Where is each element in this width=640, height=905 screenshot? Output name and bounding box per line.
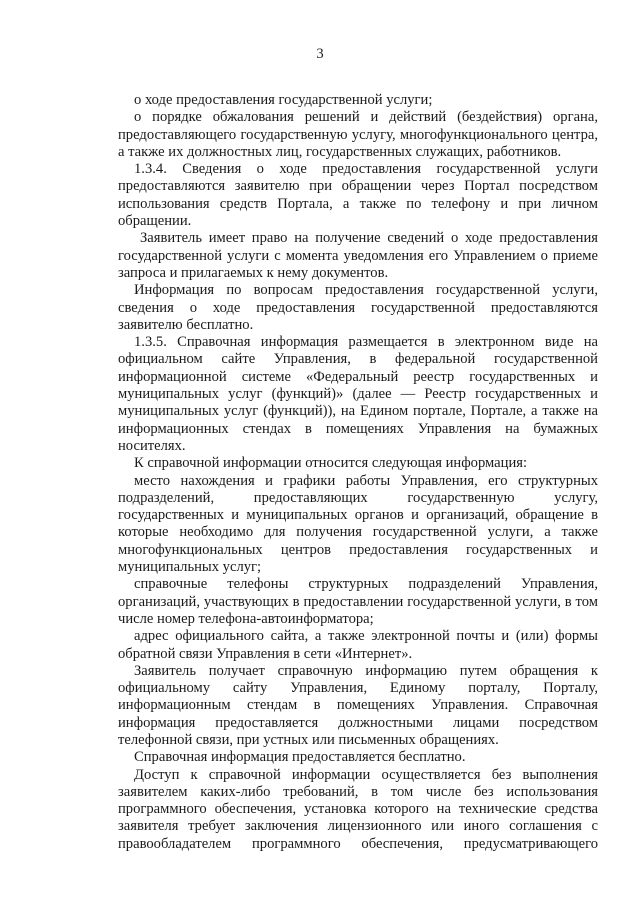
- paragraph-access-requirements: Доступ к справочной информации осуществляется без выполнения заявителем каких-либо требований, в том числе без использования программного обеспечения, установка которого на технические средства заявителя требует заключения лицензионного или иного соглашения с правообладателем программного обеспечения, предусматривающего: [118, 766, 598, 852]
- document-body: [118, 92, 598, 853]
- paragraph-reference-phones: справочные телефоны структурных подразделений Управления, организаций, участвующих в предоставлении государственной услуги, в том числе номер телефона-автоинформатора;: [118, 576, 598, 627]
- paragraph-free-reference: Справочная информация предоставляется бесплатно.: [134, 749, 466, 766]
- paragraph-obtaining-info: Заявитель получает справочную информацию путем обращения к официальному сайту Управления, Единому порталу, Порталу, информационным стендам в помещениях Управления. Справочная информация предоставляется должностными лицами посредством телефонной связи, при устных или письменных обращениях.: [118, 662, 598, 748]
- paragraph-appeal-procedure: о порядке обжалования решений и действий (бездействия) органа, предоставляющего государственную услугу, многофункционального центра, а также их должностных лиц, государственных служащих, работников.: [118, 109, 598, 160]
- paragraph-free-information: Информация по вопросам предоставления государственной услуги, сведения о ходе предоставления государственной предоставляются заявителю бесплатно.: [118, 282, 598, 333]
- paragraph-reference-info-intro: К справочной информации относится следующая информация:: [134, 455, 528, 472]
- paragraph-website-email: адрес официального сайта, а также электронной почты и (или) формы обратной связи Управления в сети «Интернет».: [118, 628, 598, 662]
- paragraph-location-schedule: место нахождения и графики работы Управления, его структурных подразделений, предоставляющих государственную услугу, государственных и муниципальных органов и организаций, обращение в которые необходимо для получения государственной услуги, а также многофункциональных центров предоставления государственных и муниципальных услуг;: [118, 472, 598, 576]
- paragraph-1-3-5: 1.3.5. Справочная информация размещается в электронном виде на официальном сайте Управления, в федеральной государственной информационной системе «Федеральный реестр государственных и муниципальных услуг (функций)» (далее — Реестр государственных и муниципальных услуг (функций)), на Едином портале, Портале, а также на информационных стендах в помещениях Управления на бумажных носителях.: [118, 334, 598, 454]
- paragraph-progress-info: о ходе предоставления государственной услуги;: [134, 92, 433, 108]
- paragraph-applicant-right: Заявитель имеет право на получение сведений о ходе предоставления государственной услуги с момента уведомления его Управлением о приеме запроса и прилагаемых к нему документов.: [118, 230, 598, 281]
- page-number: 3: [316, 46, 324, 62]
- paragraph-1-3-4: 1.3.4. Сведения о ходе предоставления государственной услуги предоставляются заявителю при обращении через Портал посредством использования средств Портала, а также по телефону и при личном обращении.: [118, 161, 598, 230]
